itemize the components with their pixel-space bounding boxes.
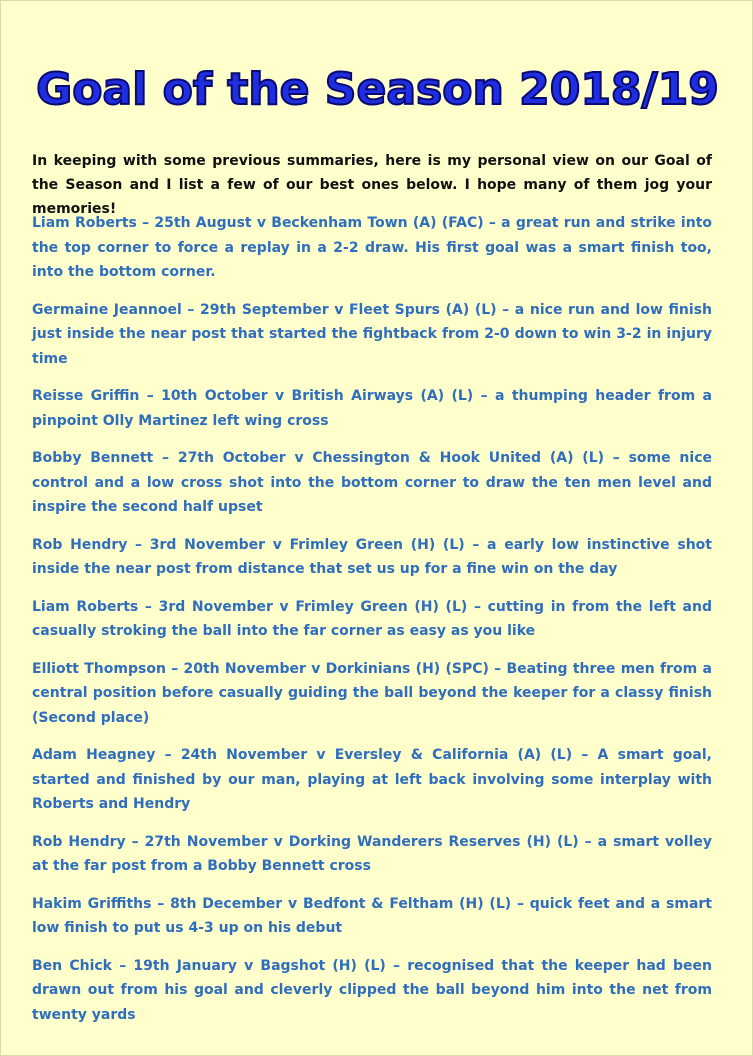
goal-entry: Bobby Bennett – 27th October v Chessington & Hook United (A) (L) – some nice control and a low cross shot into the bottom corner to draw the ten men level and inspire the second half upset (32, 450, 712, 515)
goal-entry: Reisse Griffin – 10th October v British Airways (A) (L) – a thumping header from a pinpoint Olly Martinez left wing cross (32, 388, 712, 429)
goal-entry: Liam Roberts – 3rd November v Frimley Green (H) (L) – cutting in from the left and casually stroking the ball into the far corner as easy as you like (32, 598, 712, 639)
page-title: Goal of the Season 2018/19 (36, 64, 719, 115)
goal-entry: Ben Chick – 19th January v Bagshot (H) (L) – recognised that the keeper had been drawn out from his goal and cleverly clipped the ball beyond him into the net from twenty yards (32, 957, 712, 1023)
goal-entry: Rob Hendry – 3rd November v Frimley Green (H) (L) – a early low instinctive shot inside the near post from distance that set us up for a fine win on the day (32, 536, 712, 577)
goal-entry: Liam Roberts – 25th August v Beckenham Town (A) (FAC) – a great run and strike into the top corner to force a replay in a 2-2 draw. His first goal was a smart finish too, into the bottom corner. (32, 215, 712, 280)
goal-entry: Adam Heagney – 24th November v Eversley & California (A) (L) – A smart goal, started and finished by our man, playing at left back involving some interplay with Roberts and Hendry (32, 747, 712, 812)
intro-paragraph: In keeping with some previous summaries, here is my personal view on our Goal of the Season and I list a few of our best ones below. I hope many of them jog your memories! (32, 153, 712, 217)
goal-entry: Rob Hendry – 27th November v Dorking Wanderers Reserves (H) (L) – a smart volley at the far post from a Bobby Bennett cross (32, 833, 712, 874)
goal-list (32, 211, 712, 1040)
goal-entry: Germaine Jeannoel – 29th September v Fleet Spurs (A) (L) – a nice run and low finish just inside the near post that started the fightback from 2-0 down to win 3-2 in injury time (32, 301, 712, 367)
goal-entry: Elliott Thompson – 20th November v Dorkinians (H) (SPC) – Beating three men from a central position before casually guiding the ball beyond the keeper for a classy finish (Second place) (32, 660, 712, 726)
goal-entry: Hakim Griffiths – 8th December v Bedfont & Feltham (H) (L) – quick feet and a smart low finish to put us 4-3 up on his debut (32, 895, 712, 936)
